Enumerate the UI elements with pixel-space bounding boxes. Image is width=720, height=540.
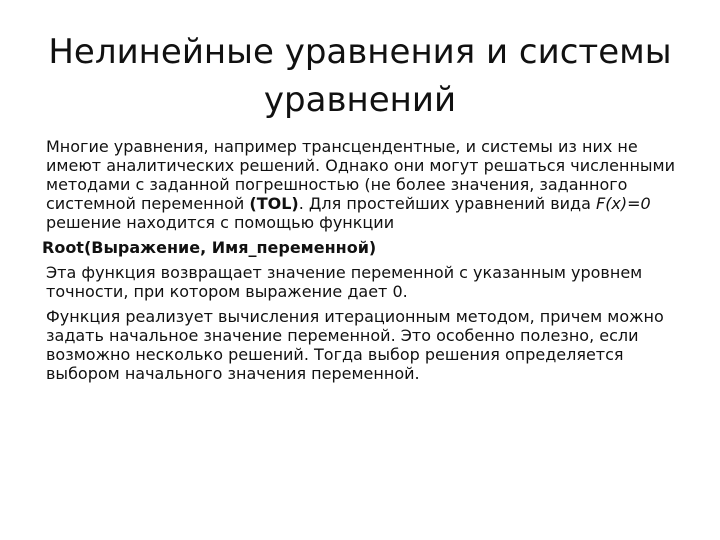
intro-text-1: Многие уравнения, например трансцендентные, и системы из них не имеют аналитических решений. Однако они могут решаться численными методами с заданной погрешностью (не более значения, заданного системной переменной — [46, 137, 676, 213]
slide-body — [42, 137, 686, 389]
intro-text-2: . Для простейших уравнений вида — [298, 194, 596, 213]
tol-variable: (TOL) — [249, 194, 299, 213]
paragraph-return-value: Эта функция возвращает значение переменной с указанным уровнем точности, при котором выражение дает 0. — [46, 263, 643, 301]
equation-form: F(x)=0 — [595, 194, 651, 213]
paragraph-iteration: Функция реализует вычисления итерационным методом, причем можно задать начальное значение переменной. Это особенно полезно, если возможно несколько решений. Тогда выбор решения определяется выбором начального значения переменной. — [46, 307, 664, 383]
intro-text-3: решение находится с помощью функции — [46, 213, 395, 232]
slide-title: Нелинейные уравнения и системы уравнений — [48, 32, 672, 120]
paragraph-intro — [46, 137, 686, 232]
function-syntax: Root(Выражение, Имя_переменной) — [42, 238, 377, 257]
